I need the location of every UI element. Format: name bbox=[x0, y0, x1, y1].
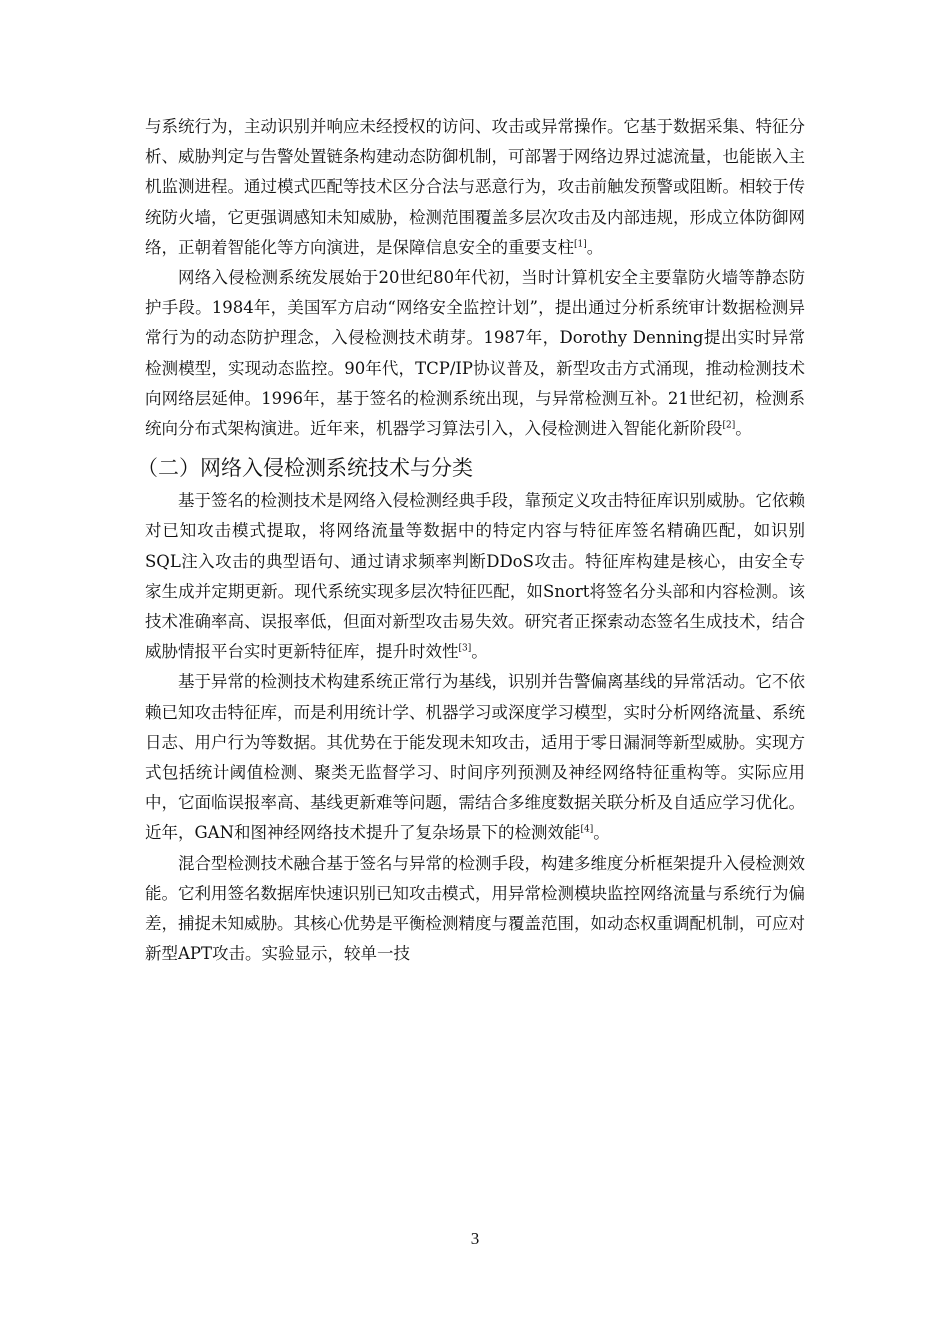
page-number: 3 bbox=[470, 1229, 480, 1248]
page-content bbox=[137, 112, 805, 969]
body-paragraph-continued: 与系统行为，主动识别并响应未经授权的访问、攻击或异常操作。它基于数据采集、特征分析、威胁判定与告警处置链条构建动态防御机制，可部署于网络边界过滤流量，也能嵌入主机监测进程。通过模式匹配等技术区分合法与恶意行为，攻击前触发预警或阻断。相较于传统防火墙，它更强调感知未知威胁，检测范围覆盖多层次攻击及内部违规，形成立体防御网络，正朝着智能化等方向演进，是保障信息安全的重要支柱[1]。 bbox=[145, 117, 805, 257]
section-heading: （二）网络入侵检测系统技术与分类 bbox=[137, 456, 473, 481]
body-paragraph-anomaly-detection: 基于异常的检测技术构建系统正常行为基线，识别并告警偏离基线的异常活动。它不依赖已知攻击特征库，而是利用统计学、机器学习或深度学习模型，实时分析网络流量、系统日志、用户行为等数据。其优势在于能发现未知攻击，适用于零日漏洞等新型威胁。实现方式包括统计阈值检测、聚类无监督学习、时间序列预测及神经网络特征重构等。实际应用中，它面临误报率高、基线更新难等问题，需结合多维度数据关联分析及自适应学习优化。近年，GAN和图神经网络技术提升了复杂场景下的检测效能[4]。 bbox=[145, 672, 805, 843]
citation-3[interactable]: [3] bbox=[458, 643, 472, 654]
body-paragraph-history: 网络入侵检测系统发展始于20世纪80年代初，当时计算机安全主要靠防火墙等静态防护手段。1984年，美国军方启动“网络安全监控计划”，提出通过分析系统审计数据检测异常行为的动态防护理念，入侵检测技术萌芽。1987年，Dorothy Denning提出实时异常检测模型，实现动态监控。90年代，TCP/IP协议普及，新型攻击方式涌现，推动检测技术向网络层延伸。1996年，基于签名的检测系统出现，与异常检测互补。21世纪初，检测系统向分布式架构演进。近年来，机器学习算法引入，入侵检测进入智能化新阶段[2]。 bbox=[145, 268, 805, 439]
body-paragraph-hybrid-detection: 混合型检测技术融合基于签名与异常的检测手段，构建多维度分析框架提升入侵检测效能。它利用签名数据库快速识别已知攻击模式，用异常检测模块监控网络流量与系统行为偏差，捕捉未知威胁。其核心优势是平衡检测精度与覆盖范围，如动态权重调配机制，可应对新型APT攻击。实验显示，较单一技 bbox=[145, 853, 805, 964]
citation-1[interactable]: [1] bbox=[574, 239, 587, 250]
citation-4[interactable]: [4] bbox=[580, 824, 594, 835]
citation-2[interactable]: [2] bbox=[722, 420, 736, 431]
body-paragraph-signature-detection: 基于签名的检测技术是网络入侵检测经典手段，靠预定义攻击特征库识别威胁。它依赖对已知攻击模式提取，将网络流量等数据中的特定内容与特征库签名精确匹配，如识别SQL注入攻击的典型语句、通过请求频率判断DDoS攻击。特征库构建是核心，由安全专家生成并定期更新。现代系统实现多层次特征匹配，如Snort将签名分头部和内容检测。该技术准确率高、误报率低，但面对新型攻击易失效。研究者正探索动态签名生成技术，结合威胁情报平台实时更新特征库，提升时效性[3]。 bbox=[145, 491, 805, 662]
